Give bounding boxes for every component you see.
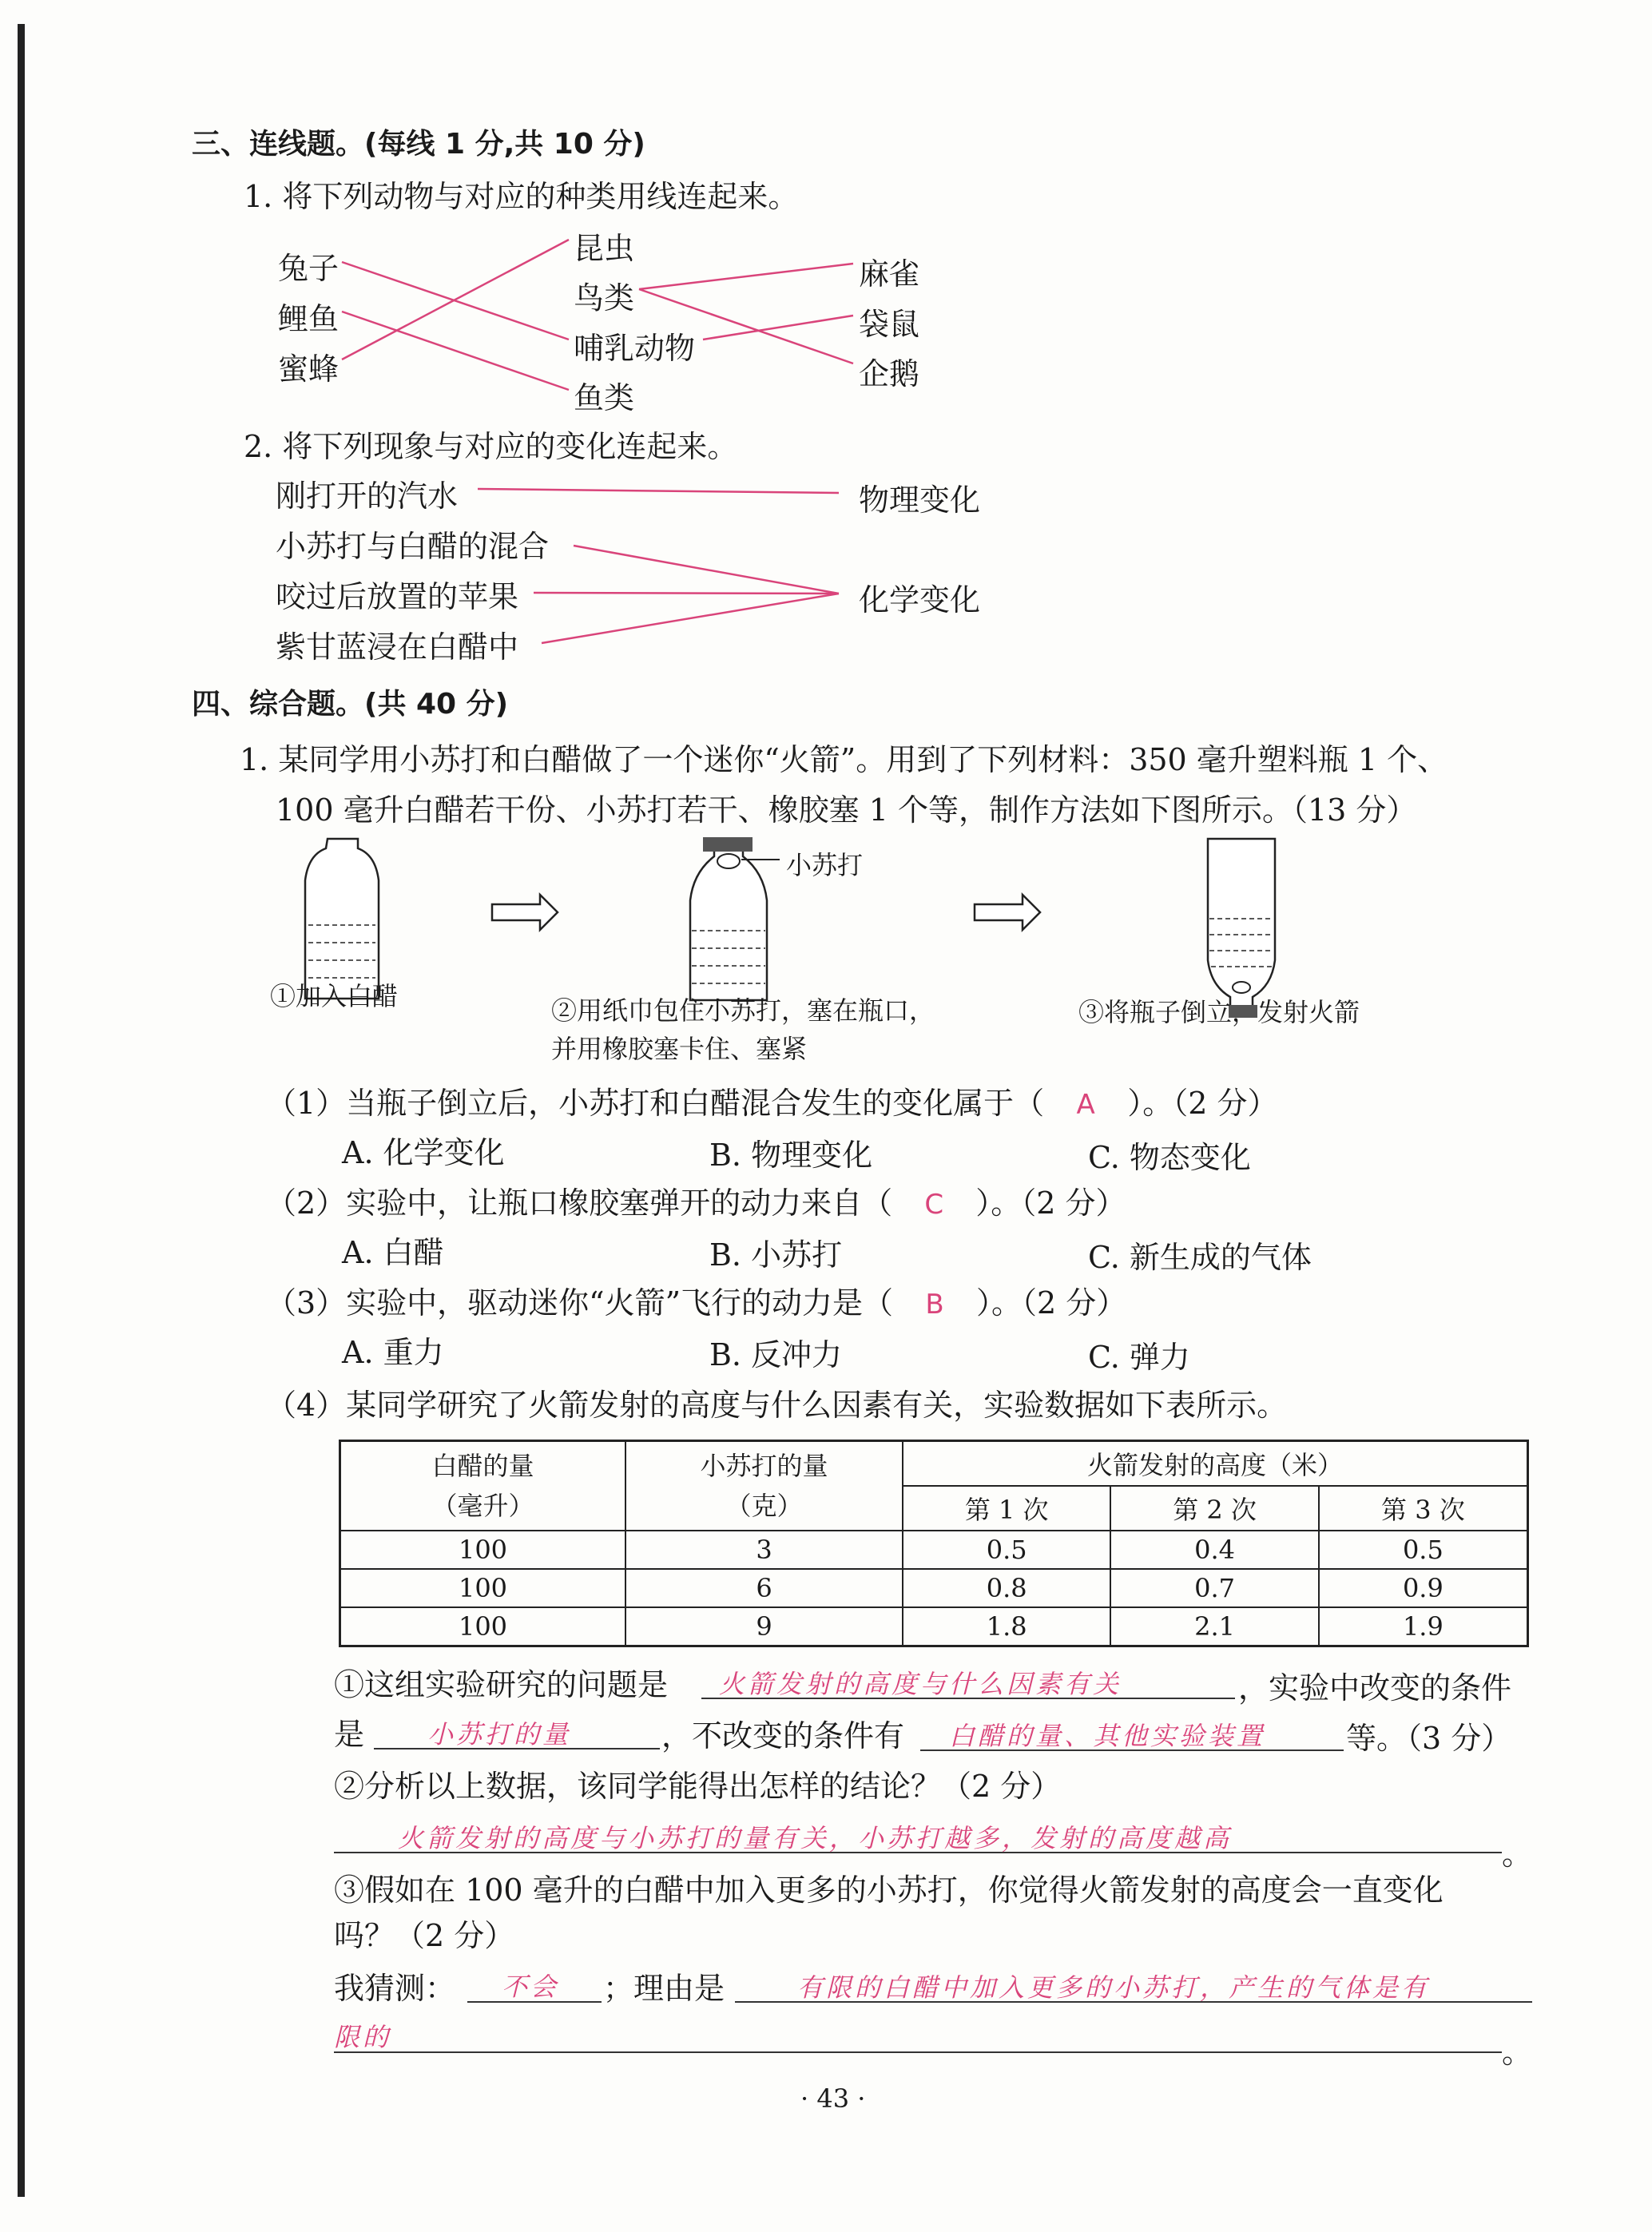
sub2-answer: C bbox=[924, 1189, 944, 1221]
sub3-post: ）。（2 分） bbox=[976, 1285, 1127, 1321]
soda-packet bbox=[717, 854, 740, 868]
table-cell: 1.8 bbox=[903, 1607, 1110, 1646]
table-cell: 1.9 bbox=[1319, 1607, 1528, 1646]
p3-question-line2: 吗？（2 分） bbox=[334, 1918, 515, 1953]
line-cabbage-chemical bbox=[542, 594, 839, 643]
table-row bbox=[340, 1531, 1528, 1569]
header-soda-unit: （克） bbox=[725, 1491, 803, 1521]
bottle-step1 bbox=[305, 839, 379, 999]
page-number: · 43 · bbox=[800, 2083, 866, 2114]
p2-answer: 火箭发射的高度与小苏打的量有关，小苏打越多，发射的高度越高 bbox=[398, 1823, 1233, 1853]
table-cell: 0.4 bbox=[1110, 1531, 1318, 1569]
header-soda bbox=[625, 1441, 903, 1531]
table-row bbox=[340, 1607, 1528, 1646]
line-bee-insect bbox=[342, 240, 569, 359]
sub4-stem: （4）某同学研究了火箭发射的高度与什么因素有关，实验数据如下表所示。 bbox=[266, 1388, 1288, 1423]
p1-answer1: 火箭发射的高度与什么因素有关 bbox=[719, 1669, 1122, 1699]
phenomenon-cabbage: 紫甘蓝浸在白醋中 bbox=[276, 629, 519, 665]
table-cell: 100 bbox=[340, 1531, 626, 1569]
p1-shi: 是 bbox=[334, 1717, 365, 1752]
step3-caption: ③将瓶子倒立，发射火箭 bbox=[1078, 997, 1360, 1027]
category-bird: 鸟类 bbox=[574, 280, 635, 316]
step2-caption-line2: 并用橡胶塞卡住、塞紧 bbox=[551, 1034, 808, 1064]
change-physical: 物理变化 bbox=[859, 483, 981, 518]
change-chemical: 化学变化 bbox=[859, 582, 981, 618]
p3-guess-label: 我猜测： bbox=[334, 1971, 456, 2006]
animal-bee: 蜜蜂 bbox=[278, 351, 340, 387]
header-vinegar bbox=[340, 1441, 626, 1531]
line-apple-chemical bbox=[534, 593, 839, 594]
sub3-question bbox=[266, 1278, 1126, 1322]
sub1-option-c: C. 物态变化 bbox=[1088, 1140, 1251, 1175]
p1-answer2: 小苏打的量 bbox=[427, 1719, 572, 1749]
experiment-data-table bbox=[339, 1440, 1529, 1647]
p3-period: 。 bbox=[1502, 2035, 1533, 2070]
stopper-step2 bbox=[703, 837, 753, 852]
sub3-option-b: B. 反冲力 bbox=[709, 1337, 843, 1372]
sub3-pre: （3）实验中，驱动迷你“火箭”飞行的动力是（ bbox=[266, 1285, 894, 1321]
section3-title: 三、连线题。(每线 1 分,共 10 分) bbox=[192, 128, 645, 161]
category-fish: 鱼类 bbox=[574, 380, 635, 415]
p3-reason-label: ；理由是 bbox=[603, 1971, 725, 2006]
sub2-post: ）。（2 分） bbox=[975, 1186, 1126, 1221]
category-mammal: 哺乳动物 bbox=[574, 331, 696, 366]
animal-rabbit: 兔子 bbox=[278, 251, 340, 286]
phenomenon-mix: 小苏打与白醋的混合 bbox=[276, 529, 550, 564]
sub2-question bbox=[266, 1178, 1126, 1222]
p3-answer-guess: 不会 bbox=[502, 1972, 560, 2002]
line-rabbit-mammal bbox=[342, 262, 569, 340]
p1-answer3: 白醋的量、其他实验装置 bbox=[949, 1721, 1266, 1751]
category-insect: 昆虫 bbox=[574, 231, 635, 266]
table-cell: 0.9 bbox=[1319, 1569, 1528, 1607]
sub1-answer: A bbox=[1076, 1089, 1095, 1121]
p1-prefix: ①这组实验研究的问题是 bbox=[334, 1667, 669, 1702]
p3-question-line1: ③假如在 100 毫升的白醋中加入更多的小苏打，你觉得火箭发射的高度会一直变化 bbox=[334, 1873, 1444, 1908]
sub3-option-c: C. 弹力 bbox=[1088, 1340, 1190, 1375]
table-cell: 9 bbox=[625, 1607, 903, 1646]
sub1-option-a: A. 化学变化 bbox=[342, 1135, 505, 1170]
matching-lines-q1 bbox=[0, 0, 1652, 687]
header-trial-2: 第 2 次 bbox=[1110, 1486, 1318, 1531]
q2-stem: 2. 将下列现象与对应的变化连起来。 bbox=[244, 429, 738, 464]
table-row bbox=[340, 1569, 1528, 1607]
arrow-1 bbox=[492, 895, 558, 930]
section4-title: 四、综合题。(共 40 分) bbox=[192, 688, 509, 721]
line-bird-penguin bbox=[639, 289, 853, 363]
p2-period: 。 bbox=[1502, 1837, 1533, 1872]
sub1-post: ）。（2 分） bbox=[1127, 1086, 1278, 1121]
line-carp-fish bbox=[342, 312, 569, 390]
table-cell: 6 bbox=[625, 1569, 903, 1607]
soda-packet-step3 bbox=[1233, 982, 1250, 993]
p1-suffix: 等。（3 分） bbox=[1346, 1721, 1512, 1756]
p1-mid: ，实验中改变的条件 bbox=[1238, 1670, 1512, 1706]
table-cell: 2.1 bbox=[1110, 1607, 1318, 1646]
p2-question: ②分析以上数据，该同学能得出怎样的结论？（2 分） bbox=[334, 1769, 1062, 1804]
sub2-pre: （2）实验中，让瓶口橡胶塞弹开的动力来自（ bbox=[266, 1186, 893, 1221]
table-cell: 3 bbox=[625, 1531, 903, 1569]
animal-sparrow: 麻雀 bbox=[859, 256, 920, 292]
step2-caption-line1: ②用纸巾包住小苏打，塞在瓶口， bbox=[551, 995, 935, 1026]
header-vinegar-label: 白醋的量 bbox=[431, 1451, 534, 1481]
sub1-question bbox=[266, 1078, 1277, 1122]
label-soda: 小苏打 bbox=[786, 850, 864, 880]
animal-carp: 鲤鱼 bbox=[278, 301, 340, 336]
table-cell: 0.7 bbox=[1110, 1569, 1318, 1607]
sub1-pre: （1）当瓶子倒立后，小苏打和白醋混合发生的变化属于（ bbox=[266, 1086, 1045, 1121]
animal-kangaroo: 袋鼠 bbox=[859, 307, 920, 342]
table-cell: 100 bbox=[340, 1569, 626, 1607]
sub2-option-c: C. 新生成的气体 bbox=[1088, 1240, 1312, 1275]
sub2-option-b: B. 小苏打 bbox=[709, 1237, 843, 1273]
header-soda-label: 小苏打的量 bbox=[700, 1451, 828, 1481]
p3-answer-reason-a: 有限的白醋中加入更多的小苏打，产生的气体是有 bbox=[797, 1972, 1431, 2003]
q1-stem: 1. 将下列动物与对应的种类用线连起来。 bbox=[244, 179, 799, 214]
line-soda-physical bbox=[478, 489, 839, 493]
s4q1-stem-line1: 1. 某同学用小苏打和白醋做了一个迷你“火箭”。用到了下列材料：350 毫升塑料瓶 1 个、 bbox=[240, 742, 1448, 777]
table-cell: 0.5 bbox=[903, 1531, 1110, 1569]
phenomenon-soda-water: 刚打开的汽水 bbox=[276, 479, 459, 514]
header-vinegar-unit: （毫升） bbox=[431, 1491, 534, 1521]
p1-mid2: ，不改变的条件有 bbox=[661, 1718, 905, 1753]
s4q1-stem-line2: 100 毫升白醋若干份、小苏打若干、橡胶塞 1 个等，制作方法如下图所示。（13 分） bbox=[276, 792, 1417, 828]
table-cell: 0.8 bbox=[903, 1569, 1110, 1607]
bottle-step2 bbox=[690, 848, 767, 1000]
sub3-option-a: A. 重力 bbox=[342, 1335, 444, 1370]
p3-answer-reason-b: 限的 bbox=[334, 2022, 392, 2052]
sub1-option-b: B. 物理变化 bbox=[709, 1138, 873, 1173]
phenomenon-apple: 咬过后放置的苹果 bbox=[276, 579, 519, 614]
sub3-answer: B bbox=[925, 1289, 944, 1321]
table-cell: 100 bbox=[340, 1607, 626, 1646]
line-mix-chemical bbox=[574, 546, 839, 594]
table-cell: 0.5 bbox=[1319, 1531, 1528, 1569]
header-trial-3: 第 3 次 bbox=[1319, 1486, 1528, 1531]
step1-caption: ①加入白醋 bbox=[270, 981, 399, 1011]
sub2-option-a: A. 白醋 bbox=[342, 1235, 444, 1270]
animal-penguin: 企鹅 bbox=[859, 356, 920, 391]
arrow-2 bbox=[975, 895, 1040, 930]
header-height: 火箭发射的高度（米） bbox=[903, 1441, 1528, 1487]
header-trial-1: 第 1 次 bbox=[903, 1486, 1110, 1531]
p3-blank-reason2[interactable] bbox=[334, 2051, 1502, 2053]
line-bird-sparrow bbox=[639, 264, 853, 289]
